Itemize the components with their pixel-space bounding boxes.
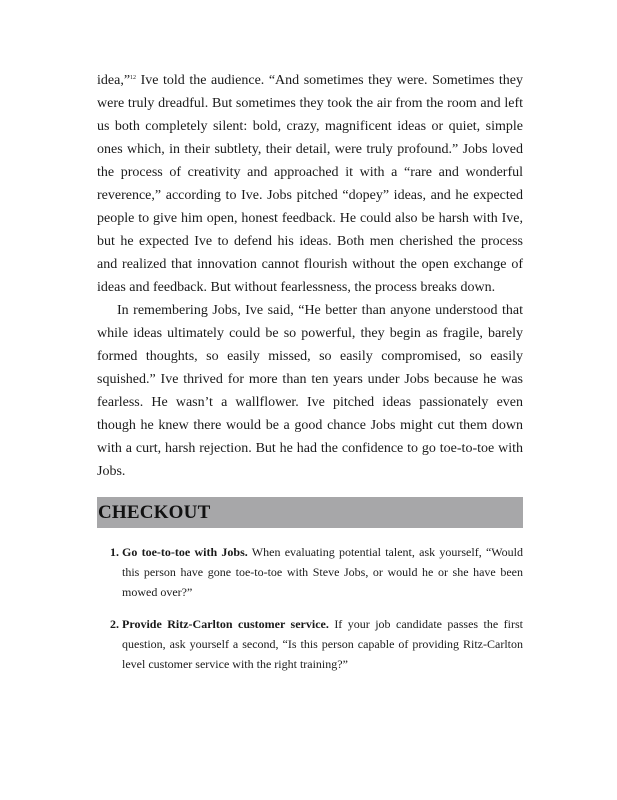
item-lead: Provide Ritz-Carlton customer service. bbox=[122, 617, 329, 631]
item-text: When evaluating potential talent, ask yourself, “Would this person have gone toe-to-toe with Steve Jobs, or would he or she have been mowed over?” bbox=[122, 545, 523, 599]
item-body bbox=[122, 614, 523, 674]
page-content bbox=[97, 69, 523, 686]
section-title: CHECKOUT bbox=[98, 501, 211, 523]
item-lead: Go toe-to-toe with Jobs. bbox=[122, 545, 248, 559]
item-text: If your job candidate passes the first question, ask yourself a second, “Is this person capable of providing Ritz-Carlton level customer service with the right training?” bbox=[122, 617, 523, 671]
checkout-header bbox=[97, 497, 523, 528]
paragraph-text: Ive told the audience. “And sometimes they were. Sometimes they were truly dreadful. But sometimes they took the air from the room and left us both completely silent: bold, crazy, magnificent ideas or quiet, simple ones which, in their subtlety, their detail, were truly profound.” Jobs loved the process of creativity and approached it with a “rare and wonderful reverence,” according to Ive. Jobs pitched “dopey” ideas, and he expected people to give him open, honest feedback. He could also be harsh with Ive, but he expected Ive to defend his ideas. Both men cherished the process and realized that innovation cannot flourish without the open exchange of ideas and feedback. But without fearlessness, the process breaks down. bbox=[97, 73, 523, 295]
body-paragraph-1 bbox=[97, 69, 523, 299]
item-number: 1. bbox=[110, 545, 119, 559]
checkout-list bbox=[97, 542, 523, 674]
body-paragraph-2: In remembering Jobs, Ive said, “He better than anyone understood that while ideas ultimately could be so powerful, they begin as fragile, barely formed thoughts, so easily missed, so easily compromised, so easily squished.” Ive thrived for more than ten years under Jobs because he was fearless. He wasn’t a wallflower. Ive pitched ideas passionately even though he knew there would be a good chance Jobs might cut them down with a curt, harsh rejection. But he had the confidence to go toe-to-toe with Jobs. bbox=[97, 303, 523, 479]
list-item bbox=[97, 542, 523, 602]
item-number: 2. bbox=[110, 617, 119, 631]
item-body bbox=[122, 542, 523, 602]
list-item bbox=[97, 614, 523, 674]
footnote-marker: 12 bbox=[130, 75, 137, 81]
paragraph-text: idea,” bbox=[97, 73, 131, 88]
